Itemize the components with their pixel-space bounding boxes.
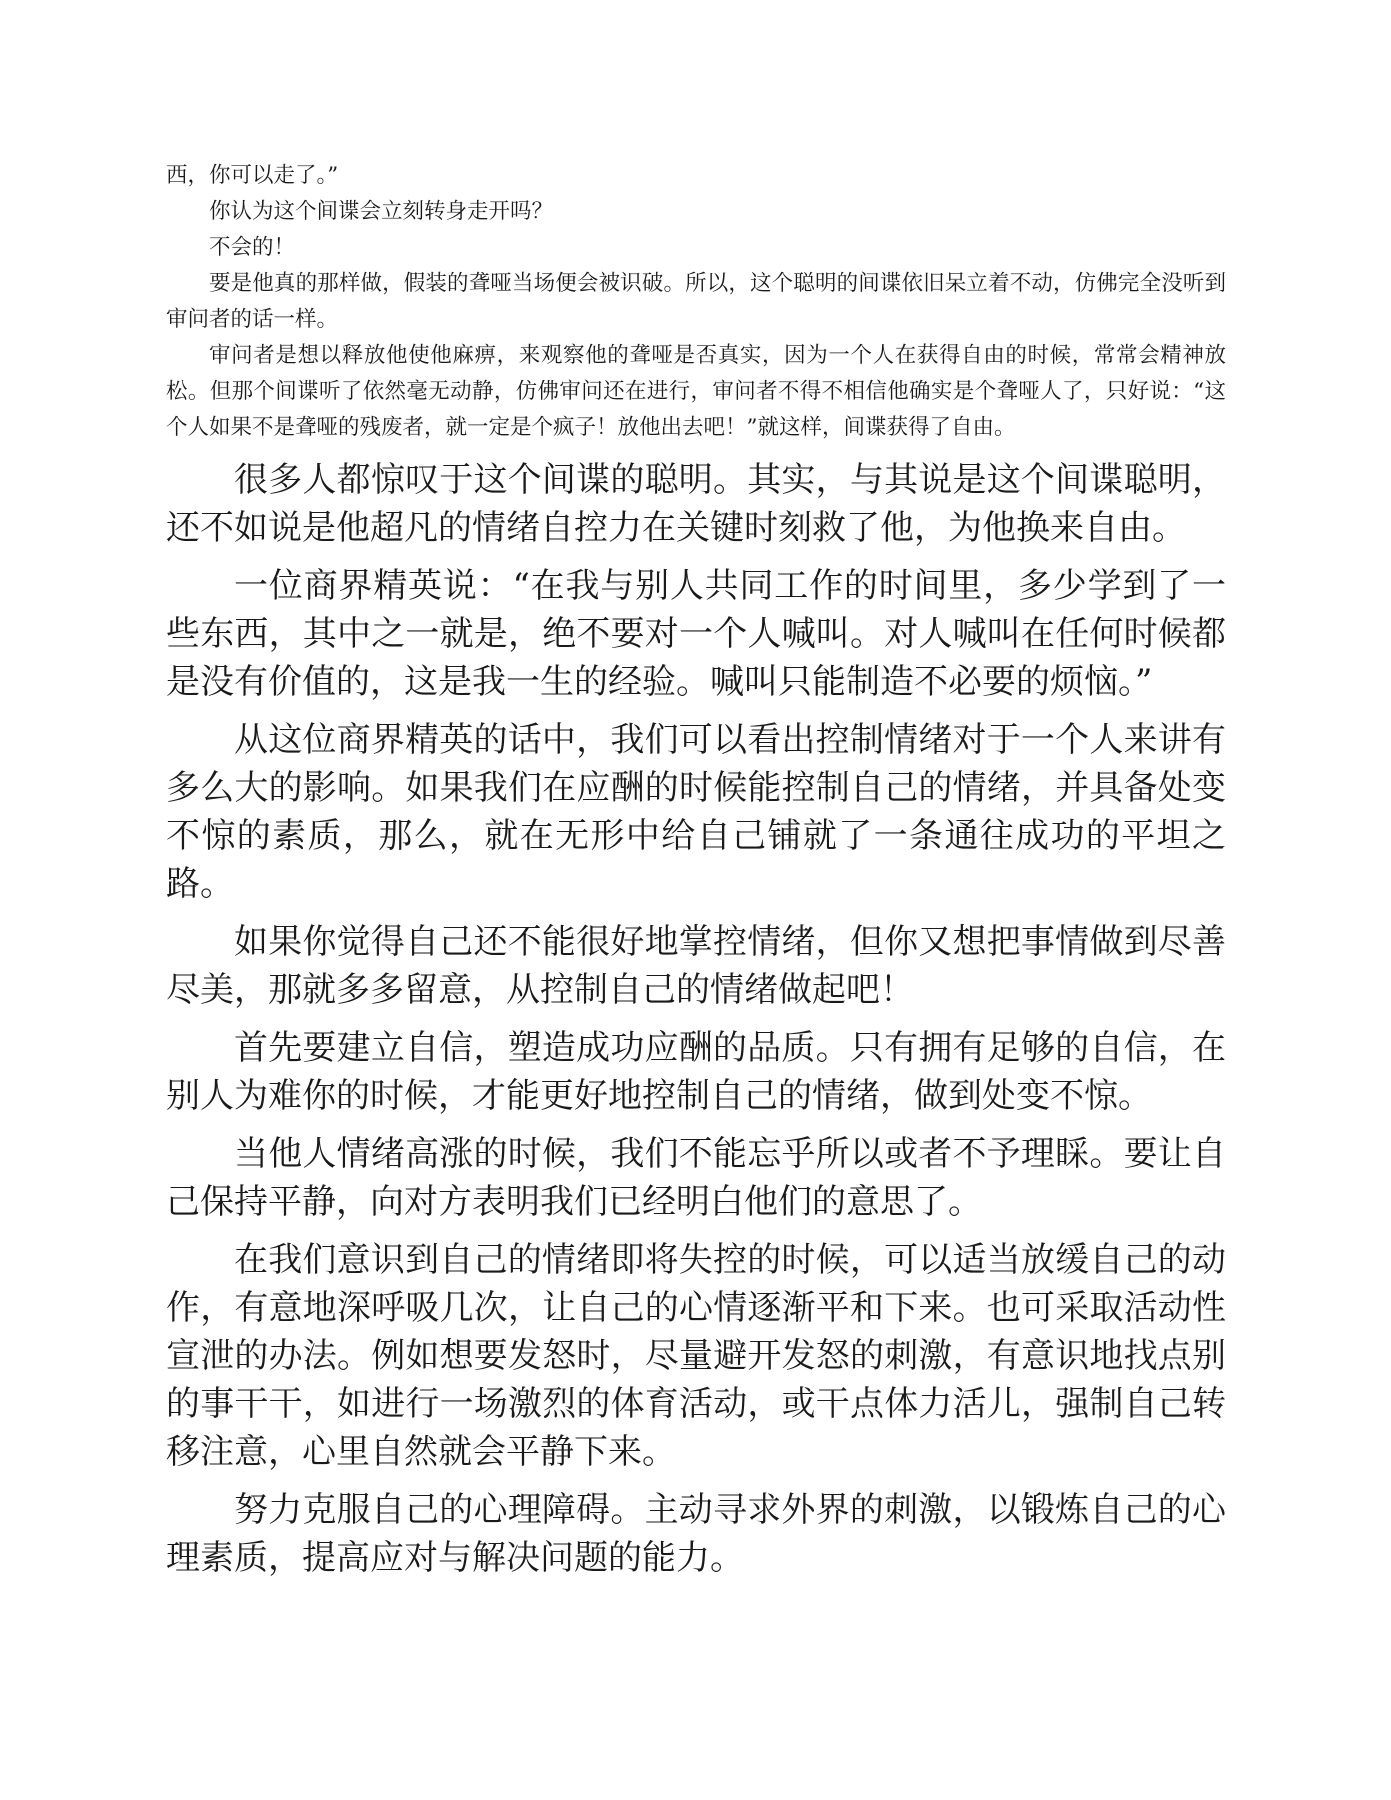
document-page xyxy=(166,158,1226,1592)
story-paragraph: 你认为这个间谍会立刻转身走开吗？ xyxy=(209,199,554,224)
story-paragraph: 西，你可以走了。” xyxy=(166,163,339,188)
body-paragraph: 首先要建立自信，塑造成功应酬的品质。只有拥有足够的自信，在别人为难你的时候，才能更好地控制自己的情绪，做到处变不惊。 xyxy=(166,1028,1226,1116)
story-paragraph: 审问者是想以释放他使他麻痹，来观察他的聋哑是否真实，因为一个人在获得自由的时候，常常会精神放松。但那个间谍听了依然毫无动静，仿佛审问还在进行，审问者不得不相信他确实是个聋哑人了，只好说：“这个人如果不是聋哑的残废者，就一定是个疯子！放他出去吧！”就这样，间谍获得了自由。 xyxy=(166,343,1226,440)
body-paragraph: 在我们意识到自己的情绪即将失控的时候，可以适当放缓自己的动作，有意地深呼吸几次，让自己的心情逐渐平和下来。也可采取活动性宣泄的办法。例如想要发怒时，尽量避开发怒的刺激，有意识地找点别的事干干，如进行一场激烈的体育活动，或干点体力活儿，强制自己转移注意，心里自然就会平静下来。 xyxy=(166,1240,1226,1472)
body-paragraph: 如果你觉得自己还不能很好地掌控情绪，但你又想把事情做到尽善尽美，那就多多留意，从控制自己的情绪做起吧！ xyxy=(166,922,1226,1010)
body-paragraph: 很多人都惊叹于这个间谍的聪明。其实，与其说是这个间谍聪明，还不如说是他超凡的情绪自控力在关键时刻救了他，为他换来自由。 xyxy=(166,460,1226,548)
story-paragraph: 不会的！ xyxy=(209,235,296,260)
body-text-block xyxy=(166,456,1226,1582)
body-paragraph: 当他人情绪高涨的时候，我们不能忘乎所以或者不予理睬。要让自己保持平静，向对方表明我们已经明白他们的意思了。 xyxy=(166,1134,1226,1222)
story-paragraph: 要是他真的那样做，假装的聋哑当场便会被识破。所以，这个聪明的间谍依旧呆立着不动，仿佛完全没听到审问者的话一样。 xyxy=(166,271,1226,332)
body-paragraph: 从这位商界精英的话中，我们可以看出控制情绪对于一个人来讲有多么大的影响。如果我们在应酬的时候能控制自己的情绪，并具备处变不惊的素质，那么，就在无形中给自己铺就了一条通往成功的平坦之路。 xyxy=(166,720,1226,904)
quoted-story-block xyxy=(166,158,1226,446)
body-paragraph: 一位商界精英说：“在我与别人共同工作的时间里，多少学到了一些东西，其中之一就是，绝不要对一个人喊叫。对人喊叫在任何时候都是没有价值的，这是我一生的经验。喊叫只能制造不必要的烦恼。” xyxy=(166,566,1226,702)
body-paragraph: 努力克服自己的心理障碍。主动寻求外界的刺激，以锻炼自己的心理素质，提高应对与解决问题的能力。 xyxy=(166,1490,1226,1578)
